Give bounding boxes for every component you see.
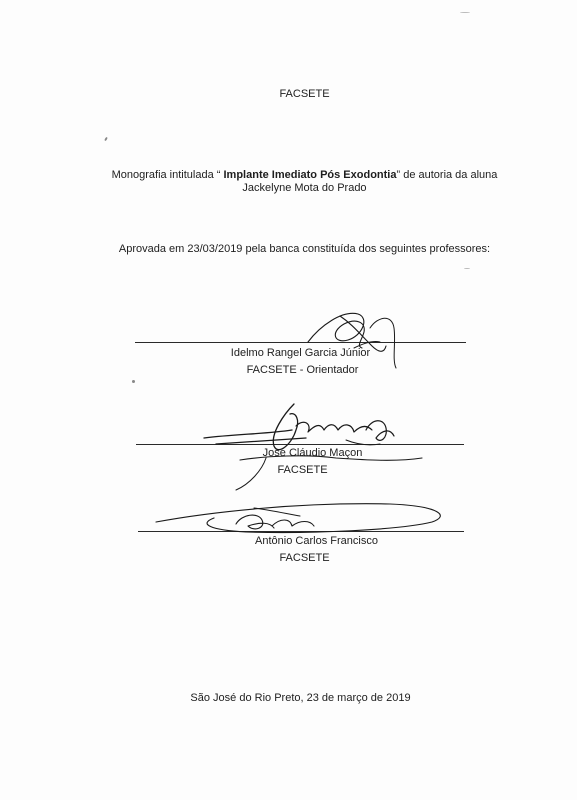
place-and-date: São José do Rio Preto, 23 de março de 2019 — [190, 692, 411, 704]
committee-member-2-role: FACSETE — [277, 464, 328, 476]
committee-member-3-role: FACSETE — [279, 552, 330, 564]
scan-speck — [460, 12, 470, 13]
committee-member-2-name: José Cláudio Maçon — [262, 447, 363, 459]
committee-member-1-role: FACSETE - Orientador — [246, 364, 359, 376]
institution-header: FACSETE — [279, 88, 330, 100]
scan-speck — [464, 268, 470, 269]
committee-member-3-name: Antônio Carlos Francisco — [255, 535, 378, 547]
scan-speck — [132, 380, 135, 383]
committee-member-1-name: Idelmo Rangel Garcia Júnior — [230, 347, 371, 359]
title-prefix: Monografia intitulada “ — [111, 169, 224, 181]
signature-1-image — [300, 302, 410, 372]
title-suffix: ” de autoria da aluna — [396, 169, 498, 181]
monograph-title-line — [16, 169, 577, 182]
monograph-title: Implante Imediato Pós Exodontia — [223, 169, 397, 181]
author-name: Jackelyne Mota do Prado — [242, 182, 367, 194]
approval-statement: Aprovada em 23/03/2019 pela banca constituída dos seguintes professores: — [118, 243, 491, 255]
scan-speck — [104, 137, 108, 141]
